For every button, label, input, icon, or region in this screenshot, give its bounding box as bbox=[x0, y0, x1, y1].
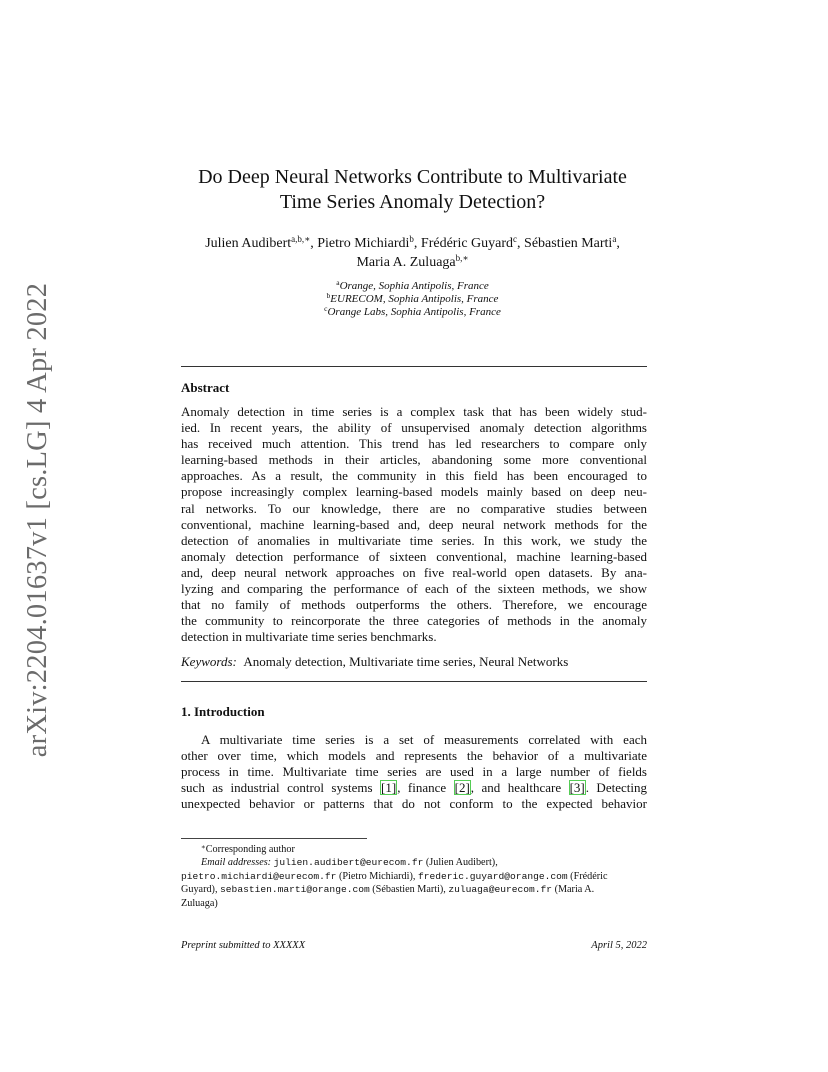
abstract-line: propose increasingly complex learning-based models mainly based on deep neu- bbox=[181, 484, 647, 500]
author-separator: , bbox=[413, 236, 421, 251]
author-name: Julien Audibert bbox=[205, 236, 292, 251]
affiliation-text: Orange, Sophia Antipolis, France bbox=[339, 280, 489, 292]
title-line: Time Series Anomaly Detection? bbox=[279, 191, 546, 213]
email-owner: (Frédéric bbox=[570, 870, 608, 882]
author-list bbox=[160, 234, 665, 272]
email-address[interactable]: sebastien.marti@orange.com bbox=[220, 884, 370, 896]
author-line-2 bbox=[160, 253, 665, 272]
email-owner: Zuluaga) bbox=[181, 897, 218, 909]
email-owner: (Julien Audibert), bbox=[425, 857, 498, 869]
abstract-top-rule bbox=[181, 366, 647, 367]
affiliation bbox=[160, 306, 665, 319]
footnote-emails-line bbox=[181, 870, 647, 883]
intro-text: such as industrial control systems bbox=[181, 780, 381, 796]
footnote-text: Corresponding author bbox=[205, 844, 295, 855]
affiliation-mark: a bbox=[336, 278, 340, 287]
section-heading-introduction: 1. Introduction bbox=[181, 704, 265, 719]
abstract-line: detection in multivariate time series benchmarks. bbox=[181, 629, 437, 645]
email-owner: (Maria A. bbox=[554, 884, 595, 896]
author-marks: a bbox=[612, 234, 617, 244]
author-name: Pietro Michiardi bbox=[317, 236, 410, 251]
author-name: Frédéric Guyard bbox=[420, 236, 514, 251]
author-marks: b bbox=[409, 234, 414, 244]
introduction-body bbox=[181, 732, 647, 812]
email-address[interactable]: pietro.michiardi@eurecom.fr bbox=[181, 870, 337, 882]
intro-line: unexpected behavior or patterns that do not conform to the expected behavior bbox=[181, 796, 647, 812]
author-separator: , bbox=[310, 236, 318, 251]
intro-line: process in time. Multivariate time series are used in a large number of fields bbox=[181, 764, 647, 780]
author-marks: c bbox=[513, 234, 518, 244]
page-footer bbox=[181, 940, 647, 951]
footer-date: April 5, 2022 bbox=[591, 940, 647, 951]
footnote-emails-line bbox=[181, 897, 647, 910]
footnote-rule bbox=[181, 838, 367, 839]
title-line: Do Deep Neural Networks Contribute to Multivariate bbox=[198, 166, 627, 188]
abstract-bottom-rule bbox=[181, 681, 647, 682]
footnote-emails-line bbox=[181, 856, 647, 869]
footnote-mark: ∗ bbox=[201, 843, 206, 851]
citation-link[interactable]: [1] bbox=[381, 780, 397, 796]
affiliation bbox=[160, 280, 665, 293]
author-name: Sébastien Marti bbox=[524, 236, 613, 251]
abstract-line: that no family of methods outperforms the others. Therefore, we encourage bbox=[181, 597, 647, 613]
abstract-line: anomaly detection performance of sixteen conventional, machine learning-based bbox=[181, 548, 647, 564]
email-address[interactable]: zuluaga@eurecom.fr bbox=[448, 884, 553, 896]
intro-line: A multivariate time series is a set of measurements correlated with each bbox=[201, 732, 647, 747]
author-separator: , bbox=[616, 236, 620, 251]
abstract-line: approaches. As a result, the community in this field has been encouraged to bbox=[181, 468, 647, 484]
intro-text: , and healthcare bbox=[470, 780, 569, 796]
author-name: Maria A. Zuluaga bbox=[356, 255, 456, 270]
email-address[interactable]: frederic.guyard@orange.com bbox=[417, 870, 568, 882]
affiliation bbox=[160, 293, 665, 306]
keywords bbox=[181, 654, 647, 670]
paper-title bbox=[160, 165, 665, 215]
keywords-text: Anomaly detection, Multivariate time series, Neural Networks bbox=[243, 654, 569, 669]
abstract-line: learning-based methods in their articles, abandoning some more conventional bbox=[181, 452, 647, 468]
email-label: Email addresses: bbox=[201, 857, 272, 869]
abstract-line: the community to reincorporate the three categories of methods in the anomaly bbox=[181, 613, 647, 629]
intro-line: other over time, which models and represents the behavior of a multivariate bbox=[181, 748, 647, 764]
affiliation-text: Orange Labs, Sophia Antipolis, France bbox=[327, 306, 501, 318]
footnotes bbox=[181, 843, 647, 910]
arxiv-identifier-text: arXiv:2204.01637v1 [cs.LG] 4 Apr 2022 bbox=[22, 282, 54, 758]
abstract-line: ied. In recent years, the ability of unsupervised anomaly detection algorithms bbox=[181, 420, 647, 436]
email-owner: (Sébastien Marti), bbox=[372, 884, 446, 896]
abstract-heading: Abstract bbox=[181, 380, 230, 395]
author-marks: a,b,∗ bbox=[291, 234, 311, 244]
abstract-body bbox=[181, 404, 647, 645]
abstract-line: lyzing and comparing the performance of each of the sixteen methods, we show bbox=[181, 581, 647, 597]
intro-line bbox=[181, 780, 647, 796]
footnote-emails-line bbox=[181, 883, 647, 896]
abstract-line: and, deep neural network approaches on five real-world open datasets. By ana- bbox=[181, 564, 647, 580]
abstract-line: detection of anomalies in multivariate time series. In this work, we study the bbox=[181, 532, 647, 548]
intro-text: . Detecting bbox=[585, 780, 647, 796]
email-address[interactable]: julien.audibert@eurecom.fr bbox=[273, 857, 424, 869]
intro-text: , finance bbox=[397, 780, 454, 796]
abstract-line: conventional, machine learning-based and, deep neural network methods for the bbox=[181, 516, 647, 532]
email-owner: (Pietro Michiardi), bbox=[339, 870, 416, 882]
abstract-line: ral networks. To our knowledge, there are no comparative studies between bbox=[181, 500, 647, 516]
abstract-line: has received much attention. This trend has led researchers to compare only bbox=[181, 436, 647, 452]
affiliation-text: EURECOM, Sophia Antipolis, France bbox=[330, 293, 499, 305]
author-separator: , bbox=[517, 236, 525, 251]
arxiv-identifier bbox=[10, 282, 66, 758]
footnote-corresponding bbox=[181, 843, 647, 856]
footer-preprint: Preprint submitted to XXXXX bbox=[181, 940, 306, 951]
affiliation-mark: b bbox=[326, 291, 331, 300]
author-line-1 bbox=[160, 234, 665, 253]
citation-link[interactable]: [3] bbox=[569, 780, 585, 796]
abstract-line: Anomaly detection in time series is a complex task that has been widely stud- bbox=[181, 404, 647, 419]
affiliation-mark: c bbox=[324, 304, 328, 313]
email-owner: Guyard), bbox=[181, 884, 218, 896]
affiliation-list bbox=[160, 280, 665, 319]
citation-link[interactable]: [2] bbox=[454, 780, 470, 796]
author-marks: b,∗ bbox=[455, 253, 469, 263]
keywords-label: Keywords: bbox=[181, 654, 237, 669]
